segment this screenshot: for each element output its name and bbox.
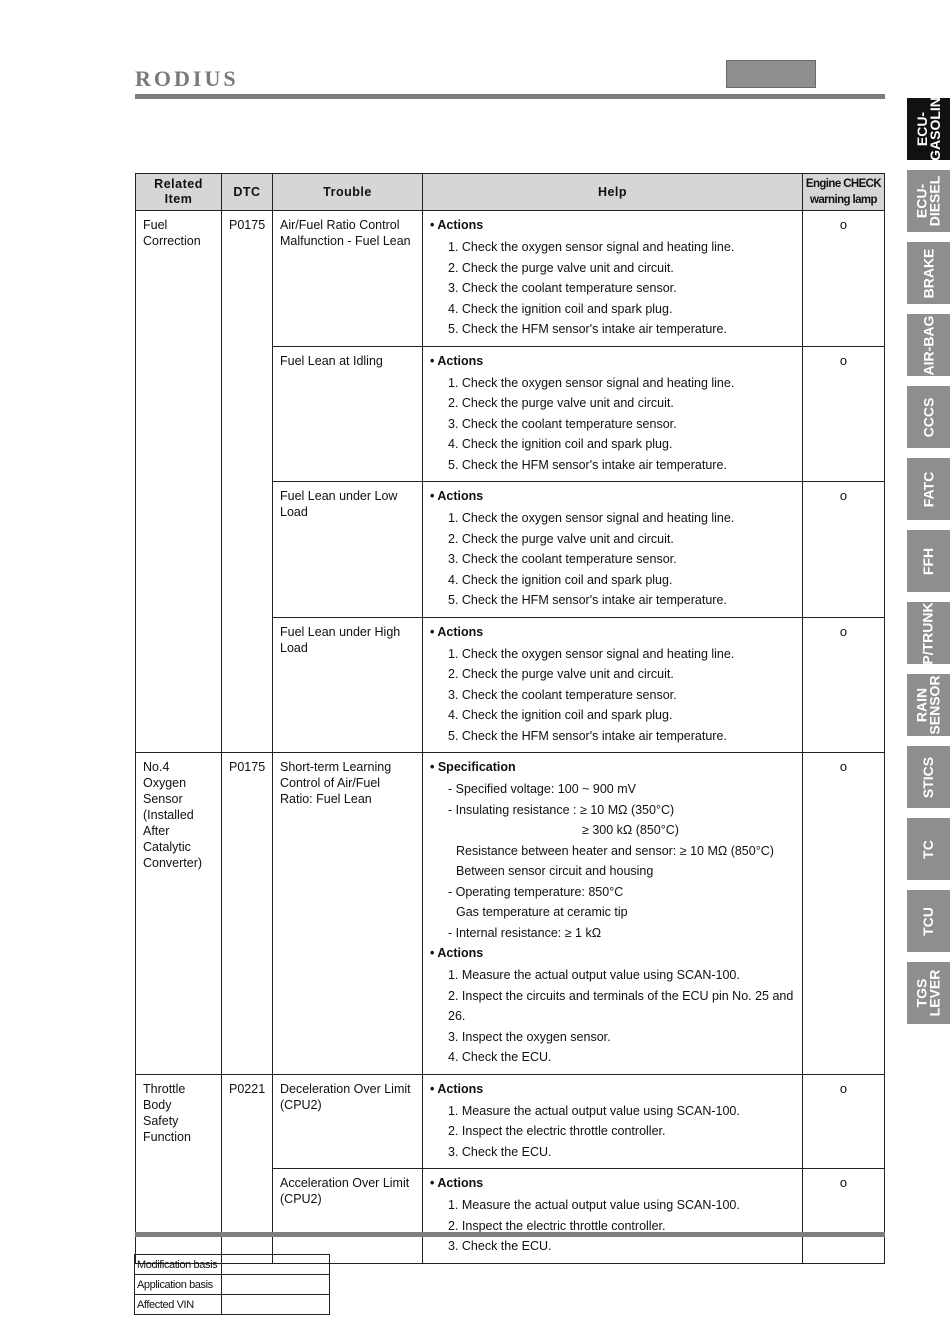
help-heading: • Actions	[430, 489, 484, 503]
engine-check-lamp-cell: o	[803, 482, 885, 618]
revision-label: Application basis	[135, 1275, 222, 1295]
trouble-cell: Fuel Lean under Low Load	[273, 482, 423, 618]
table-row	[136, 753, 885, 1075]
trouble-cell: Fuel Lean under High Load	[273, 617, 423, 753]
table-row	[136, 1074, 885, 1169]
related-item-cell: Throttle Body Safety Function	[136, 1074, 222, 1263]
dtc-table	[135, 173, 885, 1264]
tab-ecu-gasolin[interactable]	[907, 98, 950, 160]
brand-logo: RODIUS	[135, 66, 239, 91]
bottom-divider	[135, 1232, 885, 1237]
help-line: 2. Inspect the circuits and terminals of the ECU pin No. 25 and 26.	[448, 988, 794, 1023]
tab-label: TCU	[920, 906, 936, 936]
help-line: 4. Check the ignition coil and spark plug.	[448, 437, 673, 451]
tab-label: BRAKE	[920, 248, 936, 298]
tab-tcu[interactable]	[907, 890, 950, 952]
revision-value	[222, 1295, 330, 1315]
help-line: 1. Measure the actual output value using SCAN-100.	[448, 1103, 740, 1118]
tab-p-trunk[interactable]	[907, 602, 950, 664]
tab-label: CCCS	[919, 397, 936, 437]
engine-check-lamp-cell: o	[803, 211, 885, 347]
help-line: Between sensor circuit and housing	[456, 864, 654, 878]
top-divider	[135, 94, 885, 99]
header-dtc: DTC	[222, 174, 273, 211]
help-line: 1. Measure the actual output value using SCAN-100.	[448, 1198, 740, 1212]
tab-ffh[interactable]	[907, 530, 950, 592]
table-row	[136, 211, 885, 347]
help-line: 1. Check the oxygen sensor signal and heating line.	[448, 375, 735, 390]
tab-fatc[interactable]	[907, 458, 950, 520]
trouble-cell: Fuel Lean at Idling	[273, 346, 423, 482]
help-line: 2. Inspect the electric throttle controller.	[448, 1124, 666, 1138]
help-line: Gas temperature at ceramic tip	[456, 905, 628, 919]
tab-label: AIR-BAG	[920, 315, 937, 375]
help-heading: • Specification	[430, 760, 516, 774]
help-heading: • Actions	[430, 1081, 484, 1096]
revision-value	[222, 1275, 330, 1295]
help-cell	[423, 346, 803, 482]
trouble-cell: Air/Fuel Ratio Control Malfunction - Fuel Lean	[273, 211, 423, 347]
help-line: 3. Inspect the oxygen sensor.	[448, 1029, 611, 1044]
header-related-item: Related Item	[136, 174, 222, 211]
help-cell	[423, 617, 803, 753]
tab-tgs-lever[interactable]	[907, 962, 950, 1024]
help-line: 1. Check the oxygen sensor signal and heating line.	[448, 646, 735, 661]
help-heading: • Actions	[430, 946, 484, 960]
tab-rain-sensor[interactable]	[907, 674, 950, 736]
related-item-cell: Fuel Correction	[136, 211, 222, 753]
revision-value	[222, 1255, 330, 1275]
trouble-cell: Deceleration Over Limit (CPU2)	[273, 1074, 423, 1169]
help-line: 3. Check the ECU.	[448, 1239, 552, 1253]
revision-label: Modification basis	[135, 1255, 222, 1275]
help-line: 2. Check the purge valve unit and circuit.	[448, 667, 674, 681]
help-cell	[423, 482, 803, 618]
help-line: 5. Check the HFM sensor's intake air temperature.	[448, 728, 727, 743]
help-line: 2. Inspect the electric throttle controller.	[448, 1218, 666, 1233]
header-trouble: Trouble	[273, 174, 423, 211]
revision-row	[135, 1295, 330, 1315]
tab-ecu-diesel[interactable]	[907, 170, 950, 232]
revision-row	[135, 1275, 330, 1295]
help-line: 2. Check the purge valve unit and circuit.	[448, 531, 674, 546]
tab-label: RAIN SENSOR	[913, 675, 943, 735]
tab-label: FFH	[920, 547, 936, 575]
help-cell	[423, 753, 803, 1075]
help-line: 2. Check the purge valve unit and circuit.	[448, 260, 674, 275]
tab-label: ECU- DIESEL	[913, 175, 943, 227]
header-help: Help	[423, 174, 803, 211]
help-cell	[423, 211, 803, 347]
help-line: 1. Check the oxygen sensor signal and heating line.	[448, 511, 735, 525]
engine-check-lamp-cell: o	[803, 753, 885, 1075]
help-line: 5. Check the HFM sensor's intake air temperature.	[448, 457, 727, 472]
help-line: 4. Check the ignition coil and spark plug.	[448, 301, 673, 316]
help-line: - Internal resistance: ≥ 1 kΩ	[448, 925, 602, 940]
help-line: - Insulating resistance : ≥ 10 MΩ (350°C)	[448, 802, 675, 817]
trouble-cell: Acceleration Over Limit (CPU2)	[273, 1169, 423, 1264]
dtc-cell: P0175	[222, 753, 273, 1075]
help-line: 5. Check the HFM sensor's intake air temperature.	[448, 593, 727, 607]
help-cell	[423, 1074, 803, 1169]
trouble-cell: Short-term Learning Control of Air/Fuel Ratio: Fuel Lean	[273, 753, 423, 1075]
tab-stics[interactable]	[907, 746, 950, 808]
help-line: 4. Check the ignition coil and spark plug.	[448, 572, 673, 587]
tab-label: TGS LEVER	[913, 969, 943, 1017]
help-line: 3. Check the coolant temperature sensor.	[448, 687, 677, 702]
table-header-row	[136, 174, 885, 211]
tab-air-bag[interactable]	[907, 314, 950, 376]
engine-check-lamp-cell: o	[803, 1074, 885, 1169]
help-line: 5. Check the HFM sensor's intake air temperature.	[448, 322, 727, 336]
revision-label: Affected VIN	[135, 1295, 222, 1315]
tab-label: STICS	[919, 756, 936, 798]
tab-label: P/TRUNK	[920, 601, 937, 665]
help-line: 3. Check the coolant temperature sensor.	[448, 416, 677, 431]
header-engine-check-lamp: Engine CHECK warning lamp	[803, 174, 885, 211]
related-item-cell: No.4 Oxygen Sensor (Installed After Catalytic Converter)	[136, 753, 222, 1075]
help-heading: • Actions	[430, 218, 484, 232]
revision-row	[135, 1255, 330, 1275]
dtc-cell: P0175	[222, 211, 273, 753]
tab-brake[interactable]	[907, 242, 950, 304]
help-line: 3. Check the coolant temperature sensor.	[448, 281, 677, 295]
header-gray-box	[726, 60, 816, 88]
help-line: 1. Measure the actual output value using SCAN-100.	[448, 968, 740, 982]
tab-cccs[interactable]	[907, 386, 950, 448]
help-heading: • Actions	[430, 1176, 484, 1190]
dtc-cell: P0221	[222, 1074, 273, 1263]
help-line: 1. Check the oxygen sensor signal and heating line.	[448, 240, 735, 254]
help-line: 3. Check the coolant temperature sensor.	[448, 552, 677, 566]
help-line: Resistance between heater and sensor: ≥ 10 MΩ (850°C)	[456, 843, 774, 858]
help-line: 4. Check the ECU.	[448, 1050, 552, 1064]
tab-label: FATC	[919, 471, 936, 507]
help-line: - Operating temperature: 850°C	[448, 884, 624, 899]
help-line: 4. Check the ignition coil and spark plug.	[448, 708, 673, 722]
help-heading: • Actions	[430, 353, 484, 368]
tab-label: ECU- GASOLIN	[913, 97, 943, 161]
help-line: - Specified voltage: 100 ~ 900 mV	[448, 782, 636, 796]
tab-label: TC	[919, 839, 936, 859]
help-line: 3. Check the ECU.	[448, 1144, 552, 1159]
tab-tc[interactable]	[907, 818, 950, 880]
help-heading: • Actions	[430, 624, 484, 639]
help-line: 2. Check the purge valve unit and circuit.	[448, 396, 674, 410]
help-cell	[423, 1169, 803, 1264]
engine-check-lamp-cell: o	[803, 346, 885, 482]
engine-check-lamp-cell: o	[803, 1169, 885, 1264]
help-line: ≥ 300 kΩ (850°C)	[582, 823, 679, 837]
engine-check-lamp-cell: o	[803, 617, 885, 753]
revision-table	[134, 1254, 330, 1315]
